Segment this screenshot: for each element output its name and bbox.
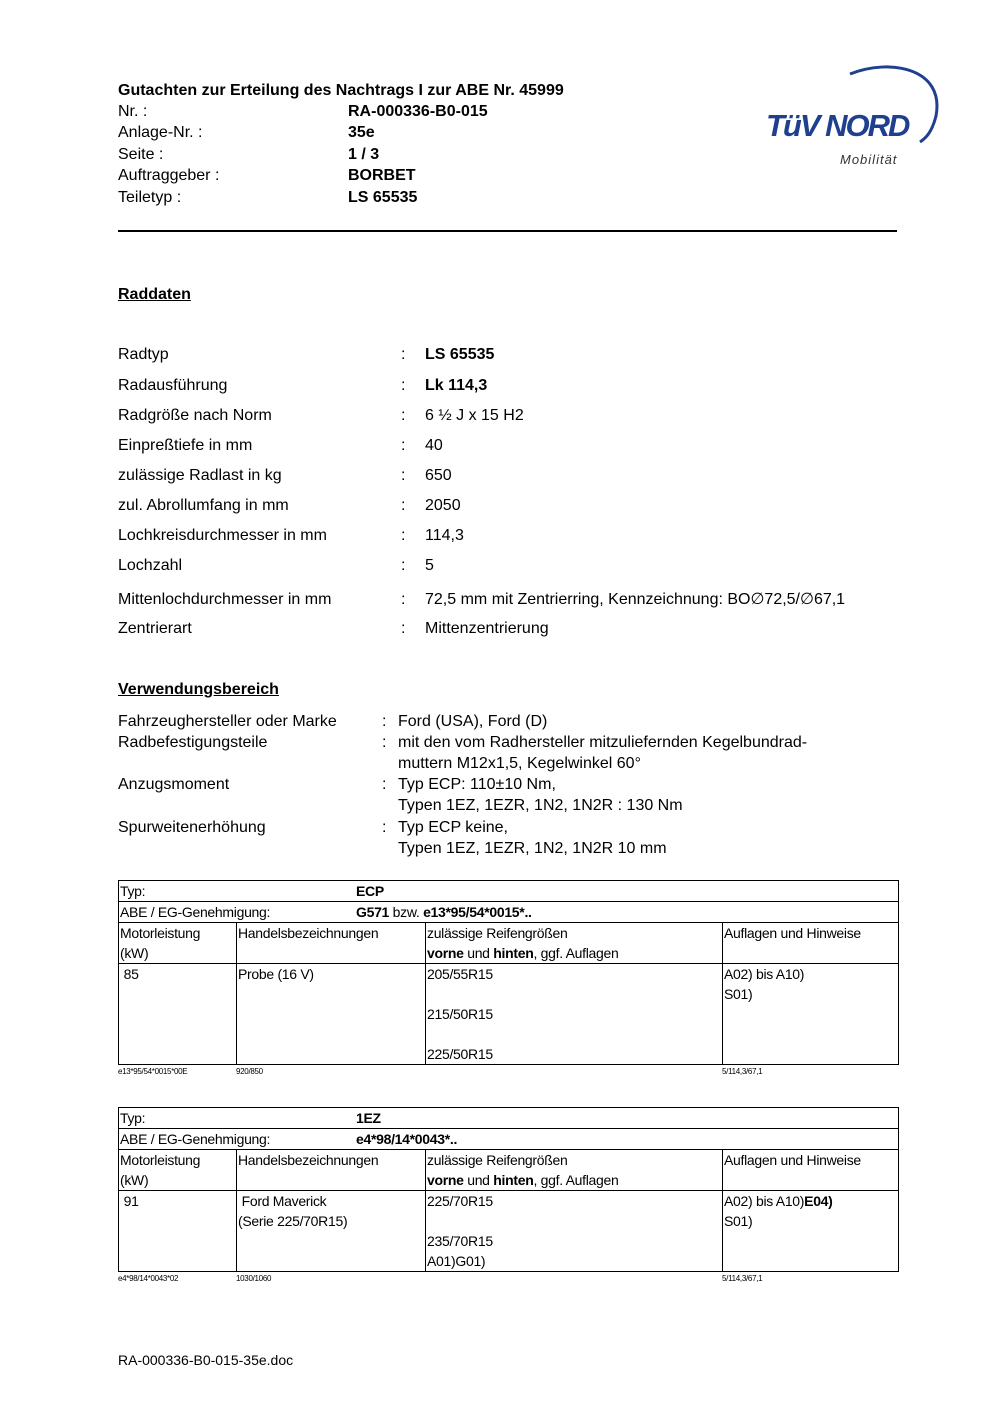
table-footnote-code: 5/114,3/67,1 <box>722 1274 763 1283</box>
rad-key: Mittenlochdurchmesser in mm <box>118 591 332 608</box>
cell-power: 85 <box>119 964 237 1065</box>
col-header-names: Handelsbezeichnungen <box>237 1150 426 1191</box>
section-title-raddaten: Raddaten <box>118 286 191 303</box>
rad-row: Lochzahl : 5 <box>118 557 434 574</box>
rad-value: 72,5 mm mit Zentrierring, Kennzeichnung: BO∅72,5/∅67,1 <box>425 591 846 608</box>
rad-row: Mittenlochdurchmesser in mm : 72,5 mm mit Zentrierring, Kennzeichnung: BO∅72,5/∅67,1 <box>118 591 846 608</box>
tuv-nord-logo <box>760 58 940 173</box>
type-row <box>119 1108 899 1129</box>
header-label: Seite : <box>118 146 164 163</box>
cell-power: 91 <box>119 1191 237 1272</box>
usage-value-cont: Typen 1EZ, 1EZR, 1N2, 1N2R 10 mm <box>398 840 667 857</box>
rad-value: LS 65535 <box>425 346 495 363</box>
rad-key: Lochzahl <box>118 557 183 574</box>
usage-row: Fahrzeughersteller oder Marke : Ford (USA), Ford (D) <box>118 713 548 730</box>
table-footnote-weights: 920/850 <box>236 1067 263 1076</box>
cell-notes: A02) bis A10)E04) S01) <box>723 1191 899 1272</box>
col-header-power: Motorleistung (kW) <box>119 923 237 964</box>
usage-value: Typ ECP keine, <box>398 819 508 836</box>
table-footnote-code: 5/114,3/67,1 <box>722 1067 763 1076</box>
usage-key: Anzugsmoment <box>118 776 230 793</box>
usage-row: Radbefestigungsteile : mit den vom Radhersteller mitzuliefernden Kegelbundrad- muttern M12x1,5, Kegelwinkel 60° <box>118 734 808 772</box>
cell-notes: A02) bis A10) S01) <box>723 964 899 1065</box>
rad-value: 6 ½ J x 15 H2 <box>425 407 524 424</box>
rad-key: Radausführung <box>118 377 228 394</box>
document-filename: RA-000336-B0-015-35e.doc <box>118 1352 294 1368</box>
rad-value: 650 <box>425 467 452 484</box>
rad-key: Radtyp <box>118 346 169 363</box>
rad-value: 5 <box>425 557 434 574</box>
approval-number: e4*98/14*0043*.. <box>356 1131 458 1147</box>
type-label: Typ: <box>120 1110 146 1126</box>
approval-label: ABE / EG-Genehmigung: <box>120 904 271 920</box>
header-divider <box>118 230 897 232</box>
usage-value: Ford (USA), Ford (D) <box>398 713 548 730</box>
header-value: BORBET <box>348 167 416 184</box>
header-row-auftraggeber <box>118 167 416 185</box>
header-label: Anlage-Nr. : <box>118 124 203 141</box>
usage-row: Anzugsmoment : Typ ECP: 110±10 Nm, Typen 1EZ, 1EZR, 1N2, 1N2R : 130 Nm <box>118 776 683 814</box>
rad-key: Zentrierart <box>118 620 192 637</box>
usage-row: Spurweitenerhöhung : Typ ECP keine, Typen 1EZ, 1EZR, 1N2, 1N2R 10 mm <box>118 819 667 857</box>
rad-key: Einpreßtiefe in mm <box>118 437 253 454</box>
section-title-verwendungsbereich: Verwendungsbereich <box>118 681 279 698</box>
rad-key: zulässige Radlast in kg <box>118 467 282 484</box>
usage-key: Fahrzeughersteller oder Marke <box>118 713 337 730</box>
rad-value: 114,3 <box>425 527 464 544</box>
header-row-teiletyp <box>118 189 417 207</box>
col-header-notes: Auflagen und Hinweise <box>723 1150 899 1191</box>
type-row <box>119 881 899 902</box>
rad-row: Einpreßtiefe in mm : 40 <box>118 437 443 454</box>
usage-value-cont: Typen 1EZ, 1EZR, 1N2, 1N2R : 130 Nm <box>398 797 683 814</box>
approval-row <box>119 1129 899 1150</box>
type-value: ECP <box>356 883 384 899</box>
col-header-names: Handelsbezeichnungen <box>237 923 426 964</box>
usage-value: mit den vom Radhersteller mitzuliefernden Kegelbundrad- <box>398 734 808 751</box>
rad-row: Radgröße nach Norm : 6 ½ J x 15 H2 <box>118 407 524 424</box>
rad-row: zul. Abrollumfang in mm : 2050 <box>118 497 461 514</box>
approval-row <box>119 902 899 923</box>
rad-row: Radausführung : Lk 114,3 <box>118 377 488 394</box>
type-table-ecp <box>118 880 897 1076</box>
usage-value: Typ ECP: 110±10 Nm, <box>398 776 556 793</box>
rad-value: Mittenzentrierung <box>425 620 549 637</box>
rad-key: zul. Abrollumfang in mm <box>118 497 289 514</box>
header-value: 35e <box>348 124 375 141</box>
usage-key: Spurweitenerhöhung <box>118 819 266 836</box>
header-value: RA-000336-B0-015 <box>348 103 488 120</box>
approval-label: ABE / EG-Genehmigung: <box>120 1131 271 1147</box>
logo-subtitle: Mobilität <box>840 152 898 167</box>
header-value: 1 / 3 <box>348 146 380 163</box>
type-label: Typ: <box>120 883 146 899</box>
approval-bzw: bzw. <box>389 904 424 920</box>
rad-key: Lochkreisdurchmesser in mm <box>118 527 327 544</box>
approval-number: G571 <box>356 904 390 920</box>
cell-name: Ford Maverick (Serie 225/70R15) <box>237 1191 426 1272</box>
cell-name: Probe (16 V) <box>237 964 426 1065</box>
document-title: Gutachten zur Erteilung des Nachtrags I zur ABE Nr. 45999 <box>118 82 564 99</box>
header-label: Nr. : <box>118 103 148 120</box>
cell-tyres: 205/55R15 215/50R15 225/50R15 <box>426 964 723 1065</box>
rad-value: 2050 <box>425 497 461 514</box>
logo-brand: TüV NORD <box>766 108 909 143</box>
cell-tyres: 225/70R15 235/70R15 A01)G01) <box>426 1191 723 1272</box>
table-footnote-approval: e13*95/54*0015*00E <box>118 1067 188 1076</box>
col-header-tyres: zulässige Reifengrößen vorne und hinten, ggf. Auflagen <box>426 923 723 964</box>
type-table-1ez <box>118 1107 897 1283</box>
approval-eg-number: e13*95/54*0015*.. <box>423 904 532 920</box>
rad-value: Lk 114,3 <box>425 377 488 394</box>
header-row-anlage <box>118 124 375 142</box>
rad-value: 40 <box>425 437 443 454</box>
rad-row: Radtyp : LS 65535 <box>118 346 495 363</box>
rad-row: Lochkreisdurchmesser in mm : 114,3 <box>118 527 464 544</box>
usage-value-cont: muttern M12x1,5, Kegelwinkel 60° <box>398 755 641 772</box>
rad-row: Zentrierart : Mittenzentrierung <box>118 620 549 637</box>
col-header-tyres: zulässige Reifengrößen vorne und hinten, ggf. Auflagen <box>426 1150 723 1191</box>
header-value: LS 65535 <box>348 189 418 206</box>
usage-key: Radbefestigungsteile <box>118 734 268 751</box>
col-header-power: Motorleistung (kW) <box>119 1150 237 1191</box>
rad-key: Radgröße nach Norm <box>118 407 272 424</box>
header-label: Auftraggeber : <box>118 167 220 184</box>
rad-row: zulässige Radlast in kg : 650 <box>118 467 452 484</box>
header-label: Teiletyp : <box>118 189 182 206</box>
col-header-notes: Auflagen und Hinweise <box>723 923 899 964</box>
header-row-seite <box>118 146 379 164</box>
type-value: 1EZ <box>356 1110 381 1126</box>
header-row-nr <box>118 103 488 121</box>
table-footnote-weights: 1030/1060 <box>236 1274 272 1283</box>
table-footnote-approval: e4*98/14*0043*02 <box>118 1274 179 1283</box>
